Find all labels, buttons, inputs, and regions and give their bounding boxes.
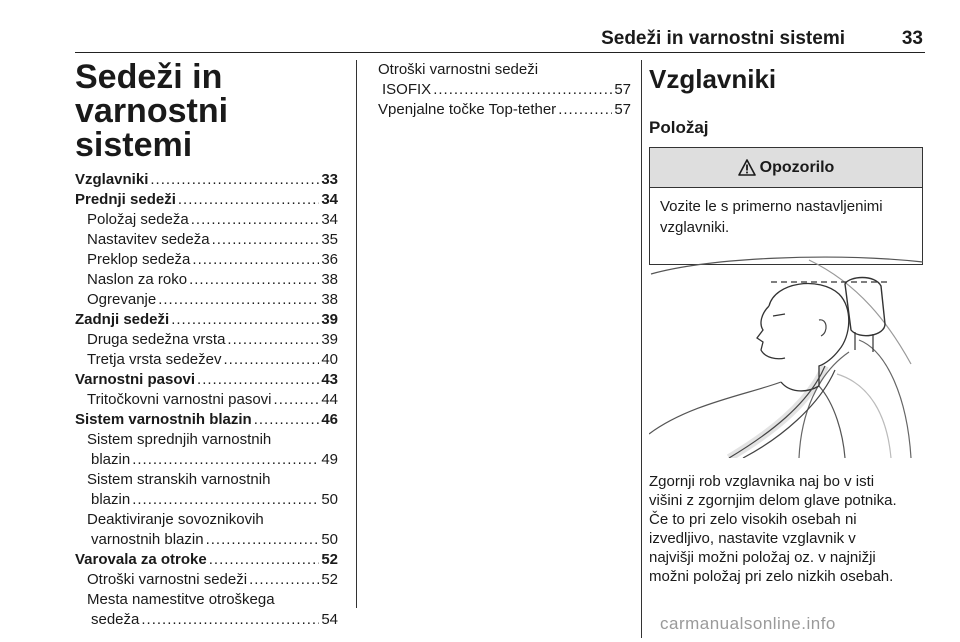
chapter-title-line1: Sedeži in varnostni: [75, 58, 229, 130]
toc-leader-dots: [132, 450, 319, 470]
chapter-title-line2: sistemi: [75, 126, 193, 164]
toc-entry-page: 57: [614, 101, 631, 118]
toc-entry[interactable]: [75, 490, 338, 510]
toc-leader-dots: [433, 80, 612, 100]
toc-entry-label: Druga sedežna vrsta: [87, 331, 226, 348]
chapter-title: [75, 60, 345, 162]
toc-entry-page: 39: [321, 331, 338, 348]
toc-entry[interactable]: [75, 210, 338, 230]
toc-leader-dots: [132, 490, 319, 510]
toc-entry[interactable]: [75, 230, 338, 250]
toc-leader-dots: [212, 230, 320, 250]
toc-leader-dots: [249, 570, 319, 590]
body-text-line: najvišji možni položaj oz. v najnižji: [649, 549, 876, 566]
toc-entry-label: Sistem sprednjih varnostnih: [87, 431, 272, 448]
toc-entry-label: Otroški varnostni sedeži: [87, 571, 248, 588]
toc-entry-page: 54: [321, 611, 338, 628]
toc-leader-dots: [274, 390, 320, 410]
toc-entry-page: 57: [614, 81, 631, 98]
toc-entry[interactable]: [378, 60, 631, 80]
toc-entry-page: 38: [321, 271, 338, 288]
toc-entry-page: 34: [321, 211, 338, 228]
toc-leader-dots: [254, 410, 320, 430]
toc-entry-label: Vpenjalne točke Top-tether: [378, 101, 557, 118]
toc-entry-label: Sistem stranskih varnostnih: [87, 471, 271, 488]
running-header: [75, 26, 925, 53]
toc-entry-label: Zadnji sedeži: [75, 311, 170, 328]
toc-leader-dots: [150, 170, 319, 190]
toc-entry[interactable]: [75, 550, 338, 570]
toc-entry-label: Sistem varnostnih blazin: [75, 411, 252, 428]
toc-entry-label: ISOFIX: [382, 81, 432, 98]
page-number: 33: [901, 28, 923, 49]
toc-entry-label: Varnostni pasovi: [75, 371, 196, 388]
toc-entry-label: Nastavitev sedeža: [87, 231, 210, 248]
toc-entry-label: Prednji sedeži: [75, 191, 176, 208]
toc-entry[interactable]: [75, 510, 338, 530]
toc-entry-label: Varovala za otroke: [75, 551, 207, 568]
toc-entry[interactable]: [75, 430, 338, 450]
toc-leader-dots: [141, 610, 319, 630]
column-divider-1: [356, 60, 357, 608]
toc-entry[interactable]: [75, 330, 338, 350]
toc-entry-page: 43: [321, 371, 338, 388]
toc-entry[interactable]: [75, 190, 338, 210]
toc-entry-page: 34: [321, 191, 338, 208]
toc-leader-dots: [178, 190, 319, 210]
toc-entry-label: Tritočkovni varnostni pasovi: [87, 391, 272, 408]
body-text-line: možni položaj pri zelo nizkih osebah.: [649, 568, 894, 585]
toc-entry-label: blazin: [91, 491, 131, 508]
toc-entry-label: Vzglavniki: [75, 171, 149, 188]
warning-text: [650, 188, 922, 246]
toc-leader-dots: [558, 100, 612, 120]
toc-entry[interactable]: [75, 570, 338, 590]
toc-entry-label: blazin: [91, 451, 131, 468]
toc-entry-page: 40: [321, 351, 338, 368]
body-text-line: Če to pri zelo visokih osebah ni: [649, 511, 857, 528]
body-text-line: izvedljivo, nastavite vzglavnik v: [649, 530, 856, 547]
toc-entry-page: 38: [321, 291, 338, 308]
toc-entry[interactable]: [75, 270, 338, 290]
column-divider-2: [641, 60, 642, 638]
subsection-title: Položaj: [649, 118, 709, 137]
toc-entry-label: varnostnih blazin: [91, 531, 204, 548]
toc-entry-label: Deaktiviranje sovoznikovih: [87, 511, 264, 528]
warning-box: [649, 147, 923, 265]
toc-entry[interactable]: [75, 450, 338, 470]
toc-leader-dots: [191, 210, 320, 230]
toc-entry-label: Mesta namestitve otroškega: [87, 591, 275, 608]
head-restraint-illustration: [649, 254, 925, 458]
toc-entry[interactable]: [75, 170, 338, 190]
body-text-line: Zgornji rob vzglavnika naj bo v isti: [649, 473, 875, 490]
toc-entry-page: 36: [321, 251, 338, 268]
warning-text-line2: vzglavniki.: [660, 219, 730, 236]
toc-entry[interactable]: [75, 350, 338, 370]
toc-entry[interactable]: [75, 390, 338, 410]
toc-entry-page: 50: [321, 531, 338, 548]
warning-text-line1: Vozite le s primerno nastavljenimi: [660, 198, 883, 215]
toc-entry-page: 44: [321, 391, 338, 408]
toc-entry-page: 52: [321, 571, 338, 588]
toc-entry[interactable]: [75, 370, 338, 390]
toc-leader-dots: [206, 530, 320, 550]
table-of-contents: [75, 170, 338, 630]
toc-leader-dots: [209, 550, 320, 570]
toc-entry-label: Ogrevanje: [87, 291, 157, 308]
warning-header: [650, 148, 922, 188]
toc-entry[interactable]: [75, 250, 338, 270]
table-of-contents-continued: [378, 60, 631, 120]
toc-entry-page: 52: [321, 551, 338, 568]
toc-entry-page: 49: [321, 451, 338, 468]
toc-leader-dots: [197, 370, 319, 390]
toc-entry[interactable]: [75, 610, 338, 630]
toc-leader-dots: [189, 270, 319, 290]
toc-leader-dots: [224, 350, 320, 370]
toc-entry[interactable]: [75, 470, 338, 490]
toc-entry[interactable]: [75, 590, 338, 610]
toc-entry[interactable]: [75, 410, 338, 430]
toc-entry-label: Preklop sedeža: [87, 251, 191, 268]
toc-entry-page: 50: [321, 491, 338, 508]
warning-triangle-icon: [738, 159, 756, 176]
watermark: carmanualsonline.info: [660, 614, 836, 633]
toc-entry[interactable]: [75, 530, 338, 550]
running-title: Sedeži in varnostni sistemi: [601, 28, 845, 49]
toc-leader-dots: [192, 250, 319, 270]
toc-entry-page: 46: [321, 411, 338, 428]
toc-entry[interactable]: [75, 290, 338, 310]
toc-entry[interactable]: [75, 310, 338, 330]
toc-entry-page: 39: [321, 311, 338, 328]
toc-entry[interactable]: [378, 80, 631, 100]
toc-entry-label: Naslon za roko: [87, 271, 188, 288]
toc-leader-dots: [158, 290, 319, 310]
toc-entry[interactable]: [378, 100, 631, 120]
body-text-line: višini z zgornjim delom glave potnika.: [649, 492, 897, 509]
section-title: Vzglavniki: [649, 64, 777, 94]
body-text: [649, 472, 929, 586]
toc-leader-dots: [171, 310, 319, 330]
toc-entry-label: Tretja vrsta sedežev: [87, 351, 222, 368]
toc-leader-dots: [227, 330, 319, 350]
toc-entry-label: Otroški varnostni sedeži: [378, 61, 539, 78]
toc-entry-page: 33: [321, 171, 338, 188]
toc-entry-page: 35: [321, 231, 338, 248]
toc-entry-label: Položaj sedeža: [87, 211, 189, 228]
warning-title: Opozorilo: [759, 158, 835, 176]
toc-entry-label: sedeža: [91, 611, 140, 628]
